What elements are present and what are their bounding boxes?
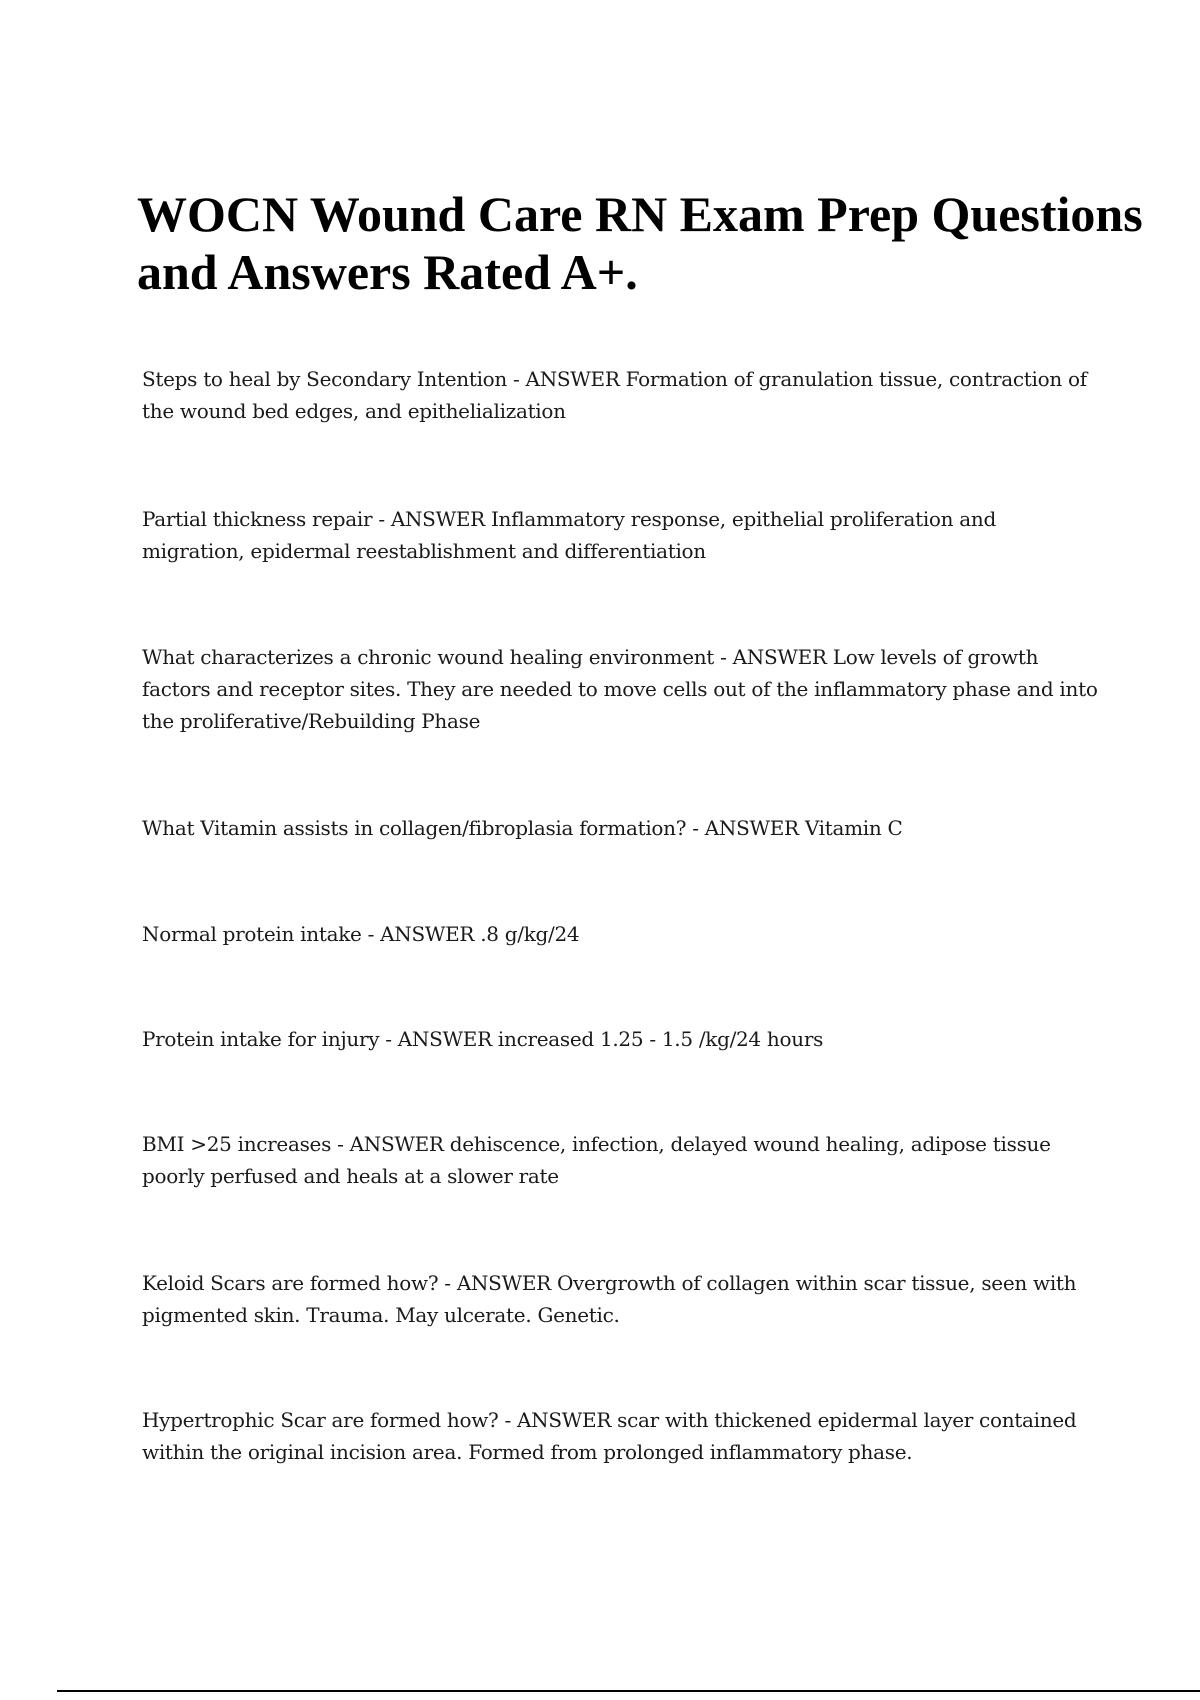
document-title: WOCN Wound Care RN Exam Prep Questions and Answers Rated A+. — [137, 186, 1143, 300]
qa-item-chronic-wound: What characterizes a chronic wound healing environment - ANSWER Low levels of growth factors and receptor sites. They are needed to move cells out of the inflammatory phase and into the proliferative/Rebuilding Phase — [142, 645, 1098, 733]
qa-item-partial-thickness: Partial thickness repair - ANSWER Inflammatory response, epithelial proliferation and migration, epidermal reestablishment and differentiation — [142, 507, 997, 563]
qa-item-vitamin: What Vitamin assists in collagen/fibroplasia formation? - ANSWER Vitamin C — [142, 816, 903, 840]
qa-item-normal-protein: Normal protein intake - ANSWER .8 g/kg/24 — [142, 922, 580, 946]
qa-item-keloid: Keloid Scars are formed how? - ANSWER Overgrowth of collagen within scar tissue, seen with pigmented skin. Trauma. May ulcerate. Genetic. — [142, 1271, 1077, 1327]
qa-item-hypertrophic: Hypertrophic Scar are formed how? - ANSWER scar with thickened epidermal layer contained within the original incision area. Formed from prolonged inflammatory phase. — [142, 1408, 1077, 1464]
qa-item-injury-protein: Protein intake for injury - ANSWER increased 1.25 - 1.5 /kg/24 hours — [142, 1027, 824, 1051]
footer-divider — [57, 1690, 1200, 1692]
qa-item-secondary-intention: Steps to heal by Secondary Intention - ANSWER Formation of granulation tissue, contraction of the wound bed edges, and epithelialization — [142, 367, 1087, 423]
qa-item-bmi: BMI >25 increases - ANSWER dehiscence, infection, delayed wound healing, adipose tissue poorly perfused and heals at a slower rate — [142, 1132, 1051, 1188]
